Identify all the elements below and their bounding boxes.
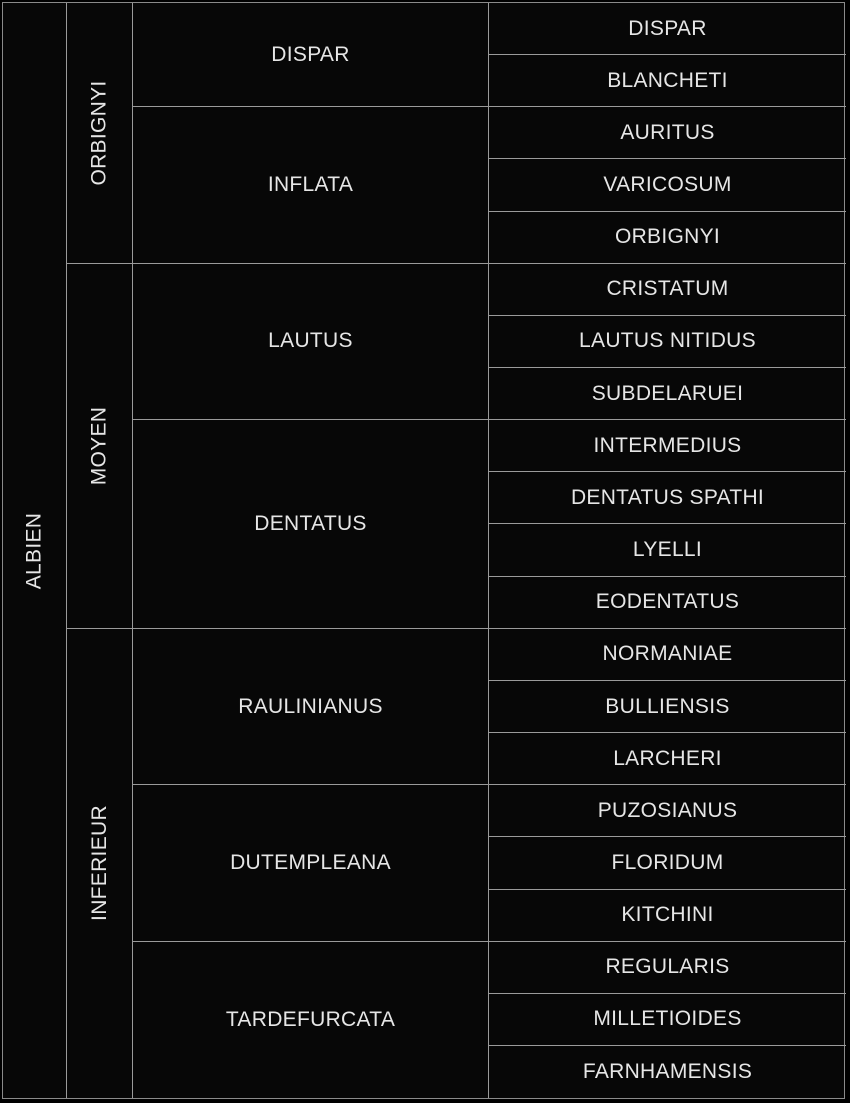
subzone-cell-label: ORBIGNYI: [614, 225, 721, 249]
subzone-cell-label: NORMANIAE: [602, 642, 733, 666]
biostratigraphic-zonation-table: [2, 2, 845, 1099]
subzone-cell-label: VARICOSUM: [603, 173, 732, 196]
subzone-cell: [489, 525, 846, 577]
zone-cell-label: DISPAR: [271, 42, 350, 66]
zone-cell: [133, 942, 489, 1098]
zone-cell: [133, 629, 489, 785]
subzone-cell: [489, 785, 846, 837]
subzone-cell: [489, 3, 846, 55]
subzone-cell-label: LYELLI: [632, 538, 703, 562]
subzone-cell: [489, 368, 846, 420]
zone-cell-label: DENTATUS: [254, 511, 367, 535]
subzone-cell-label: FLORIDUM: [611, 850, 724, 874]
substage-cell: [67, 264, 133, 629]
subzone-cell: [489, 212, 846, 264]
subzone-cell: [489, 159, 846, 211]
subzone-cell: [489, 420, 846, 472]
subzone-cell-label: LARCHERI: [613, 746, 722, 770]
zone-cell-label: DUTEMPLEANA: [230, 850, 391, 874]
substage-cell-label: ORBIGNYI: [87, 80, 111, 186]
substage-cell: [67, 629, 133, 1098]
subzone-cell-label: BLANCHETI: [607, 68, 728, 92]
subzone-cell-label: REGULARIS: [605, 955, 730, 979]
subzone-cell: [489, 942, 846, 994]
substage-cell: [67, 3, 133, 264]
subzone-cell-label: DENTATUS SPATHI: [570, 485, 765, 509]
subzone-cell-label: BULLIENSIS: [605, 694, 730, 718]
subzone-cell: [489, 577, 846, 629]
subzone-cell: [489, 733, 846, 785]
subzone-cell-label: DISPAR: [628, 16, 707, 40]
subzone-cell: [489, 994, 846, 1046]
subzone-cell-label: CRISTATUM: [606, 277, 729, 301]
subzone-cell: [489, 629, 846, 681]
zone-cell: [133, 107, 489, 263]
subzone-cell-label: KITCHINI: [621, 903, 714, 927]
subzone-cell-label: EODENTATUS: [595, 590, 740, 614]
subzone-cell-label: FARNHAMENSIS: [582, 1060, 753, 1084]
subzone-cell: [489, 264, 846, 316]
subzone-cell: [489, 472, 846, 524]
subzone-cell: [489, 55, 846, 107]
subzone-cell-label: LAUTUS NITIDUS: [579, 329, 756, 353]
zone-cell-label: RAULINIANUS: [238, 694, 383, 718]
subzone-cell-label: PUZOSIANUS: [597, 798, 738, 822]
subzone-cell: [489, 1046, 846, 1098]
subzone-cell: [489, 890, 846, 942]
subzone-cell-label: SUBDELARUEI: [591, 381, 744, 405]
stage-cell-label: ALBIEN: [22, 512, 46, 589]
substage-cell-label: INFERIEUR: [87, 805, 111, 922]
zone-cell: [133, 3, 489, 107]
subzone-cell: [489, 316, 846, 368]
subzone-cell-label: INTERMEDIUS: [593, 433, 742, 457]
subzone-cell: [489, 107, 846, 159]
zone-cell: [133, 420, 489, 629]
zone-cell-label: LAUTUS: [268, 329, 353, 353]
zone-cell: [133, 264, 489, 420]
zone-cell-label: INFLATA: [267, 173, 354, 197]
subzone-cell: [489, 681, 846, 733]
zone-cell: [133, 785, 489, 941]
stage-cell: [3, 3, 67, 1098]
substage-cell-label: MOYEN: [87, 406, 111, 486]
zone-cell-label: TARDEFURCATA: [225, 1007, 396, 1031]
subzone-cell-label: AURITUS: [620, 120, 715, 144]
subzone-cell-label: MILLETIOIDES: [593, 1007, 742, 1031]
subzone-cell: [489, 837, 846, 889]
